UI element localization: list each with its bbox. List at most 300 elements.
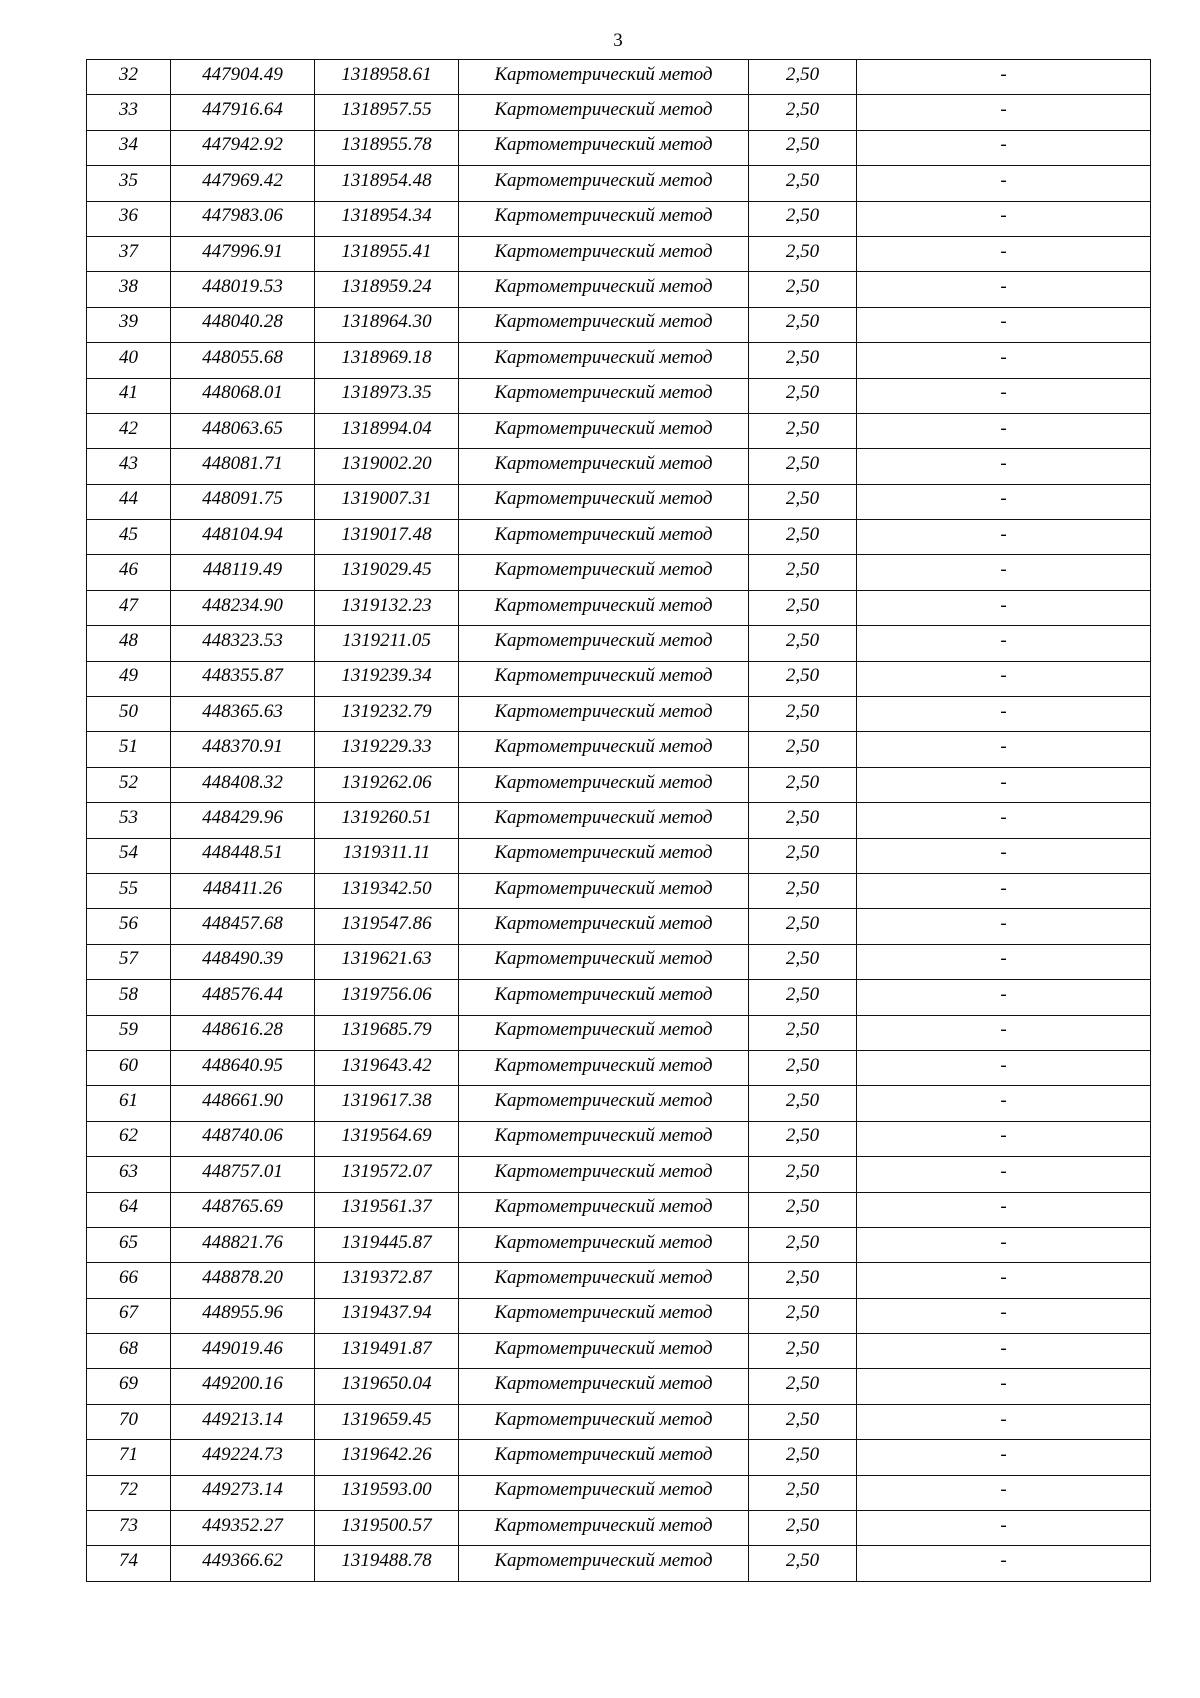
note-cell [857, 873, 1151, 908]
y-coordinate-cell [315, 166, 459, 201]
method-cell [459, 838, 749, 873]
point-number-cell [87, 1192, 171, 1227]
table-row [87, 661, 1151, 696]
x-coordinate-text: 448063.65 [202, 417, 283, 439]
note-cell [857, 909, 1151, 944]
method-text: Картометрический метод [494, 134, 713, 156]
y-coordinate-text: 1319621.63 [341, 948, 432, 970]
y-coordinate-text: 1319756.06 [341, 983, 432, 1005]
accuracy-cell [749, 272, 857, 307]
x-coordinate-text: 448740.06 [202, 1125, 283, 1147]
x-coordinate-text: 448661.90 [202, 1090, 283, 1112]
accuracy-text: 2,50 [785, 1550, 820, 1572]
method-cell [459, 1086, 749, 1121]
method-cell [459, 555, 749, 590]
note-text: - [1000, 1337, 1007, 1359]
table-row [87, 1475, 1151, 1510]
y-coordinate-text: 1319260.51 [341, 806, 432, 828]
point-number-text: 65 [119, 1231, 138, 1253]
y-coordinate-text: 1319229.33 [341, 736, 432, 758]
accuracy-cell [749, 95, 857, 130]
point-number-cell [87, 307, 171, 342]
point-number-cell [87, 1157, 171, 1192]
x-coordinate-cell [171, 272, 315, 307]
method-cell [459, 1157, 749, 1192]
note-text: - [1000, 1479, 1007, 1501]
point-number-cell [87, 838, 171, 873]
y-coordinate-cell [315, 838, 459, 873]
note-cell [857, 838, 1151, 873]
y-coordinate-cell [315, 236, 459, 271]
note-cell [857, 343, 1151, 378]
table-row [87, 484, 1151, 519]
method-cell [459, 944, 749, 979]
x-coordinate-cell [171, 1086, 315, 1121]
accuracy-text: 2,50 [785, 452, 820, 474]
x-coordinate-cell [171, 520, 315, 555]
note-cell [857, 1263, 1151, 1298]
y-coordinate-cell [315, 732, 459, 767]
method-cell [459, 1334, 749, 1369]
accuracy-cell [749, 803, 857, 838]
note-text: - [1000, 1302, 1007, 1324]
point-number-text: 36 [119, 205, 138, 227]
note-text: - [1000, 559, 1007, 581]
method-cell [459, 307, 749, 342]
table-row [87, 166, 1151, 201]
note-cell [857, 520, 1151, 555]
method-text: Картометрический метод [494, 806, 713, 828]
method-cell [459, 980, 749, 1015]
y-coordinate-cell [315, 1157, 459, 1192]
x-coordinate-cell [171, 1121, 315, 1156]
y-coordinate-text: 1319685.79 [341, 1019, 432, 1041]
accuracy-text: 2,50 [785, 240, 820, 262]
note-cell [857, 626, 1151, 661]
note-text: - [1000, 488, 1007, 510]
x-coordinate-cell [171, 166, 315, 201]
x-coordinate-text: 447996.91 [202, 240, 283, 262]
accuracy-cell [749, 307, 857, 342]
note-cell [857, 1334, 1151, 1369]
accuracy-text: 2,50 [785, 948, 820, 970]
table-row [87, 555, 1151, 590]
method-text: Картометрический метод [494, 1479, 713, 1501]
note-cell [857, 1298, 1151, 1333]
accuracy-text: 2,50 [785, 1090, 820, 1112]
y-coordinate-text: 1319650.04 [341, 1373, 432, 1395]
table-row [87, 1157, 1151, 1192]
method-text: Картометрический метод [494, 771, 713, 793]
point-number-text: 44 [119, 488, 138, 510]
point-number-cell [87, 1050, 171, 1085]
y-coordinate-text: 1319002.20 [341, 452, 432, 474]
y-coordinate-cell [315, 1227, 459, 1262]
note-cell [857, 1086, 1151, 1121]
accuracy-text: 2,50 [785, 1019, 820, 1041]
y-coordinate-text: 1319445.87 [341, 1231, 432, 1253]
accuracy-cell [749, 1369, 857, 1404]
accuracy-cell [749, 980, 857, 1015]
accuracy-cell [749, 697, 857, 732]
x-coordinate-text: 448081.71 [202, 452, 283, 474]
note-cell [857, 166, 1151, 201]
accuracy-text: 2,50 [785, 559, 820, 581]
x-coordinate-text: 448323.53 [202, 629, 283, 651]
method-text: Картометрический метод [494, 1550, 713, 1572]
point-number-text: 60 [119, 1054, 138, 1076]
x-coordinate-text: 448429.96 [202, 806, 283, 828]
x-coordinate-cell [171, 1404, 315, 1439]
x-coordinate-cell [171, 1298, 315, 1333]
note-cell [857, 1404, 1151, 1439]
point-number-cell [87, 1334, 171, 1369]
table-row [87, 1334, 1151, 1369]
note-cell [857, 201, 1151, 236]
note-text: - [1000, 948, 1007, 970]
table-row [87, 1511, 1151, 1546]
accuracy-text: 2,50 [785, 311, 820, 333]
x-coordinate-text: 448765.69 [202, 1196, 283, 1218]
y-coordinate-text: 1319500.57 [341, 1514, 432, 1536]
method-text: Картометрический метод [494, 1443, 713, 1465]
note-cell [857, 590, 1151, 625]
point-number-text: 37 [119, 240, 138, 262]
point-number-cell [87, 1298, 171, 1333]
method-cell [459, 1121, 749, 1156]
method-text: Картометрический метод [494, 276, 713, 298]
method-cell [459, 803, 749, 838]
method-text: Картометрический метод [494, 240, 713, 262]
accuracy-text: 2,50 [785, 665, 820, 687]
x-coordinate-text: 448457.68 [202, 913, 283, 935]
y-coordinate-text: 1319437.94 [341, 1302, 432, 1324]
accuracy-cell [749, 1050, 857, 1085]
x-coordinate-text: 448234.90 [202, 594, 283, 616]
x-coordinate-cell [171, 1475, 315, 1510]
accuracy-cell [749, 555, 857, 590]
method-cell [459, 1404, 749, 1439]
table-row [87, 838, 1151, 873]
x-coordinate-cell [171, 307, 315, 342]
x-coordinate-text: 448355.87 [202, 665, 283, 687]
y-coordinate-cell [315, 1440, 459, 1475]
accuracy-text: 2,50 [785, 1302, 820, 1324]
point-number-text: 34 [119, 134, 138, 156]
method-cell [459, 343, 749, 378]
x-coordinate-text: 448019.53 [202, 276, 283, 298]
y-coordinate-text: 1319561.37 [341, 1196, 432, 1218]
x-coordinate-cell [171, 873, 315, 908]
table-row [87, 520, 1151, 555]
accuracy-cell [749, 909, 857, 944]
y-coordinate-text: 1319017.48 [341, 523, 432, 545]
accuracy-text: 2,50 [785, 700, 820, 722]
note-cell [857, 1192, 1151, 1227]
x-coordinate-text: 448490.39 [202, 948, 283, 970]
accuracy-text: 2,50 [785, 877, 820, 899]
point-number-text: 53 [119, 806, 138, 828]
point-number-text: 41 [119, 382, 138, 404]
point-number-cell [87, 1404, 171, 1439]
accuracy-text: 2,50 [785, 1443, 820, 1465]
note-text: - [1000, 452, 1007, 474]
x-coordinate-cell [171, 803, 315, 838]
table-row [87, 1546, 1151, 1581]
x-coordinate-cell [171, 1227, 315, 1262]
accuracy-cell [749, 1404, 857, 1439]
x-coordinate-cell [171, 838, 315, 873]
method-cell [459, 201, 749, 236]
note-text: - [1000, 523, 1007, 545]
accuracy-text: 2,50 [785, 488, 820, 510]
method-cell [459, 1227, 749, 1262]
table-row [87, 60, 1151, 95]
x-coordinate-cell [171, 449, 315, 484]
method-text: Картометрический метод [494, 665, 713, 687]
method-text: Картометрический метод [494, 1196, 713, 1218]
method-cell [459, 484, 749, 519]
method-text: Картометрический метод [494, 99, 713, 121]
y-coordinate-cell [315, 1263, 459, 1298]
y-coordinate-text: 1319617.38 [341, 1090, 432, 1112]
accuracy-cell [749, 449, 857, 484]
method-text: Картометрический метод [494, 1019, 713, 1041]
note-cell [857, 661, 1151, 696]
table-row [87, 1404, 1151, 1439]
point-number-text: 39 [119, 311, 138, 333]
y-coordinate-cell [315, 60, 459, 95]
point-number-text: 42 [119, 417, 138, 439]
accuracy-cell [749, 1086, 857, 1121]
method-text: Картометрический метод [494, 1266, 713, 1288]
accuracy-cell [749, 1121, 857, 1156]
table-row [87, 1015, 1151, 1050]
note-cell [857, 1050, 1151, 1085]
x-coordinate-cell [171, 1192, 315, 1227]
table-row [87, 378, 1151, 413]
method-cell [459, 1298, 749, 1333]
point-number-cell [87, 1440, 171, 1475]
note-text: - [1000, 417, 1007, 439]
method-text: Картометрический метод [494, 1408, 713, 1430]
note-text: - [1000, 346, 1007, 368]
y-coordinate-cell [315, 272, 459, 307]
accuracy-cell [749, 1511, 857, 1546]
point-number-cell [87, 1227, 171, 1262]
accuracy-cell [749, 1298, 857, 1333]
method-text: Картометрический метод [494, 417, 713, 439]
method-cell [459, 95, 749, 130]
note-cell [857, 1157, 1151, 1192]
note-cell [857, 60, 1151, 95]
point-number-text: 57 [119, 948, 138, 970]
coordinates-table [86, 59, 1151, 1582]
note-text: - [1000, 1550, 1007, 1572]
note-cell [857, 697, 1151, 732]
note-cell [857, 236, 1151, 271]
accuracy-cell [749, 1440, 857, 1475]
point-number-text: 70 [119, 1408, 138, 1430]
accuracy-cell [749, 1192, 857, 1227]
accuracy-text: 2,50 [785, 736, 820, 758]
note-text: - [1000, 1019, 1007, 1041]
accuracy-cell [749, 1227, 857, 1262]
method-cell [459, 626, 749, 661]
accuracy-cell [749, 1546, 857, 1581]
x-coordinate-text: 449352.27 [202, 1514, 283, 1536]
accuracy-text: 2,50 [785, 983, 820, 1005]
y-coordinate-text: 1318973.35 [341, 382, 432, 404]
y-coordinate-cell [315, 307, 459, 342]
note-text: - [1000, 665, 1007, 687]
y-coordinate-text: 1318954.34 [341, 205, 432, 227]
point-number-text: 32 [119, 63, 138, 85]
accuracy-cell [749, 378, 857, 413]
x-coordinate-text: 448040.28 [202, 311, 283, 333]
note-cell [857, 95, 1151, 130]
x-coordinate-text: 448068.01 [202, 382, 283, 404]
x-coordinate-cell [171, 944, 315, 979]
method-text: Картометрический метод [494, 1125, 713, 1147]
x-coordinate-cell [171, 909, 315, 944]
method-text: Картометрический метод [494, 948, 713, 970]
accuracy-cell [749, 130, 857, 165]
point-number-cell [87, 626, 171, 661]
table-row [87, 1227, 1151, 1262]
x-coordinate-text: 448576.44 [202, 983, 283, 1005]
method-text: Картометрический метод [494, 523, 713, 545]
y-coordinate-text: 1319491.87 [341, 1337, 432, 1359]
accuracy-text: 2,50 [785, 1266, 820, 1288]
method-cell [459, 1263, 749, 1298]
table-row [87, 307, 1151, 342]
y-coordinate-text: 1318955.78 [341, 134, 432, 156]
note-cell [857, 1121, 1151, 1156]
point-number-cell [87, 732, 171, 767]
accuracy-text: 2,50 [785, 382, 820, 404]
method-cell [459, 413, 749, 448]
point-number-cell [87, 1369, 171, 1404]
x-coordinate-text: 449273.14 [202, 1479, 283, 1501]
x-coordinate-cell [171, 1440, 315, 1475]
note-text: - [1000, 99, 1007, 121]
note-text: - [1000, 736, 1007, 758]
table-row [87, 272, 1151, 307]
point-number-cell [87, 166, 171, 201]
note-cell [857, 944, 1151, 979]
point-number-text: 50 [119, 700, 138, 722]
method-cell [459, 1440, 749, 1475]
y-coordinate-text: 1319239.34 [341, 665, 432, 687]
y-coordinate-text: 1319572.07 [341, 1160, 432, 1182]
note-text: - [1000, 1514, 1007, 1536]
note-cell [857, 378, 1151, 413]
note-text: - [1000, 629, 1007, 651]
x-coordinate-text: 448640.95 [202, 1054, 283, 1076]
table-row [87, 909, 1151, 944]
y-coordinate-text: 1319564.69 [341, 1125, 432, 1147]
point-number-text: 73 [119, 1514, 138, 1536]
point-number-cell [87, 130, 171, 165]
table-row [87, 1369, 1151, 1404]
x-coordinate-cell [171, 1157, 315, 1192]
note-cell [857, 413, 1151, 448]
y-coordinate-cell [315, 413, 459, 448]
point-number-text: 69 [119, 1373, 138, 1395]
note-text: - [1000, 1160, 1007, 1182]
table-row [87, 130, 1151, 165]
accuracy-cell [749, 201, 857, 236]
y-coordinate-text: 1318959.24 [341, 276, 432, 298]
y-coordinate-cell [315, 1475, 459, 1510]
method-cell [459, 661, 749, 696]
accuracy-text: 2,50 [785, 1479, 820, 1501]
point-number-cell [87, 944, 171, 979]
accuracy-cell [749, 661, 857, 696]
accuracy-text: 2,50 [785, 99, 820, 121]
point-number-text: 46 [119, 559, 138, 581]
point-number-cell [87, 272, 171, 307]
x-coordinate-text: 448104.94 [202, 523, 283, 545]
x-coordinate-text: 448955.96 [202, 1302, 283, 1324]
accuracy-text: 2,50 [785, 913, 820, 935]
point-number-text: 64 [119, 1196, 138, 1218]
table-row [87, 767, 1151, 802]
method-text: Картометрический метод [494, 169, 713, 191]
method-text: Картометрический метод [494, 1054, 713, 1076]
table-row [87, 1192, 1151, 1227]
accuracy-text: 2,50 [785, 205, 820, 227]
y-coordinate-text: 1318994.04 [341, 417, 432, 439]
y-coordinate-text: 1319593.00 [341, 1479, 432, 1501]
note-text: - [1000, 1373, 1007, 1395]
point-number-text: 51 [119, 736, 138, 758]
note-text: - [1000, 983, 1007, 1005]
x-coordinate-text: 448091.75 [202, 488, 283, 510]
note-text: - [1000, 806, 1007, 828]
accuracy-cell [749, 1475, 857, 1510]
method-cell [459, 1511, 749, 1546]
y-coordinate-cell [315, 484, 459, 519]
x-coordinate-text: 448119.49 [202, 559, 283, 581]
method-text: Картометрический метод [494, 559, 713, 581]
x-coordinate-cell [171, 626, 315, 661]
note-text: - [1000, 1125, 1007, 1147]
note-cell [857, 272, 1151, 307]
table-row [87, 1298, 1151, 1333]
accuracy-cell [749, 626, 857, 661]
x-coordinate-cell [171, 378, 315, 413]
table-row [87, 95, 1151, 130]
note-cell [857, 130, 1151, 165]
method-text: Картометрический метод [494, 700, 713, 722]
y-coordinate-text: 1319132.23 [341, 594, 432, 616]
table-row [87, 590, 1151, 625]
point-number-cell [87, 590, 171, 625]
x-coordinate-cell [171, 484, 315, 519]
accuracy-cell [749, 873, 857, 908]
note-cell [857, 555, 1151, 590]
y-coordinate-text: 1319488.78 [341, 1550, 432, 1572]
y-coordinate-cell [315, 95, 459, 130]
point-number-cell [87, 201, 171, 236]
table-row [87, 732, 1151, 767]
method-cell [459, 590, 749, 625]
x-coordinate-cell [171, 95, 315, 130]
accuracy-cell [749, 236, 857, 271]
x-coordinate-cell [171, 1511, 315, 1546]
